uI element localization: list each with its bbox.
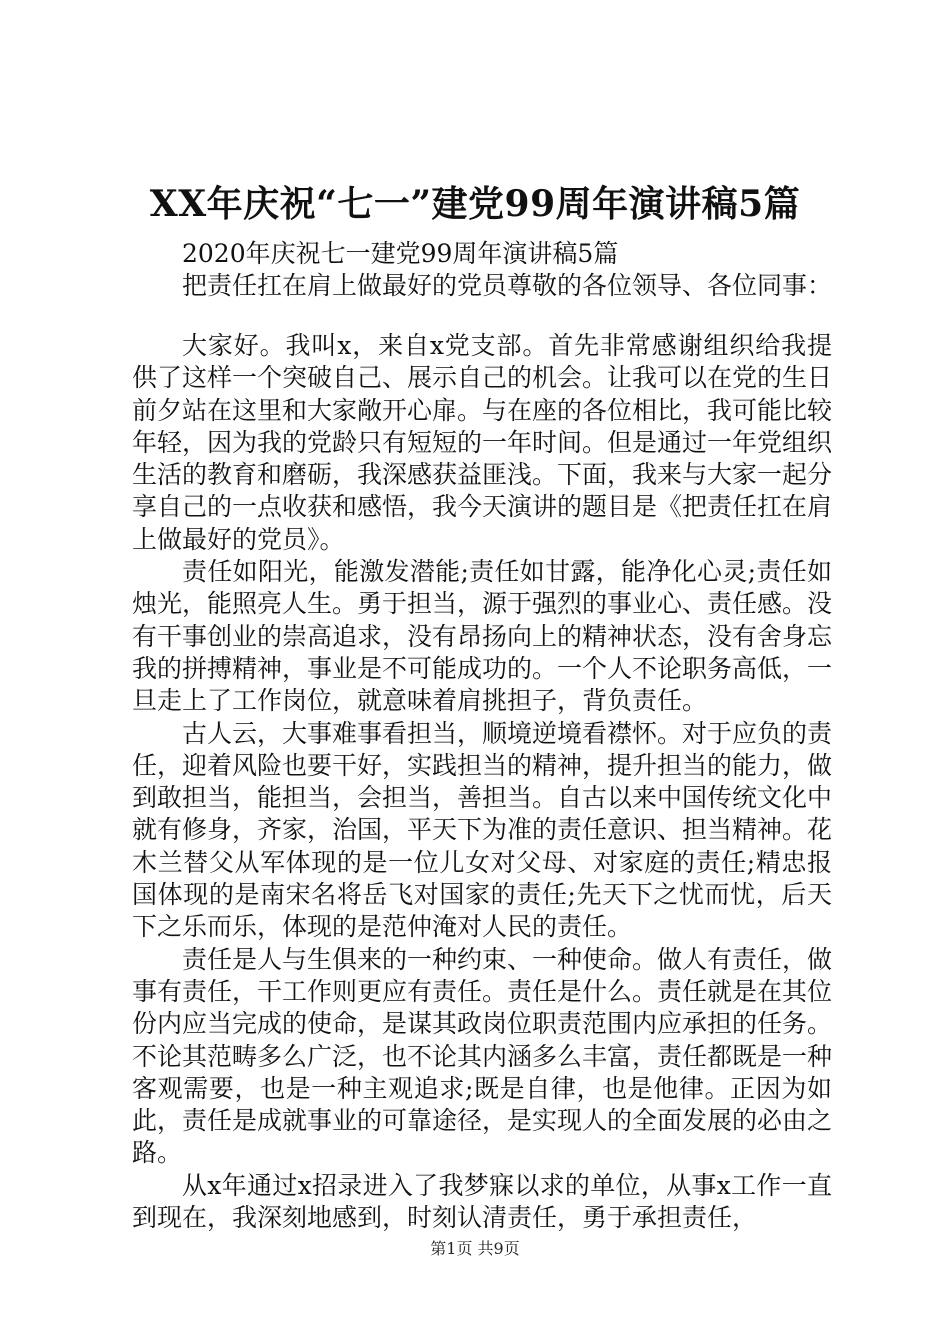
document-subtitle: 2020年庆祝七一建党99周年演讲稿5篇 [182,239,619,268]
document-title: XX年庆祝“七一”建党99周年演讲稿5篇 [149,183,801,225]
paragraph-responsibility-definition: 责任是人与生俱来的一种约束、一种使命。做人有责任，做事有责任，干工作则更应有责任。责任是什么。责任就是在其位份内应当完成的使命，是谋其政岗位职责范围内应承担的任务。不论其范畴多么广泛，也不论其内涵多么丰富，责任都既是一种客观需要，也是一种主观追求;既是自律，也是他律。正因为如此，责任是成就事业的可靠途径，是实现人的全面发展的必由之路。 [132,944,833,1168]
document-body [132,238,832,1234]
paragraph-spacer [132,302,832,330]
paragraph-ancients: 古人云，大事难事看担当，顺境逆境看襟怀。对于应负的责任，迎着风险也要干好，实践担当的精神，提升担当的能力，做到敢担当，能担当，会担当，善担当。自古以来中国传统文化中就有修身，齐家，治国，平天下为准的责任意识、担当精神。花木兰替父从军体现的是一位儿女对父母、对家庭的责任;精忠报国体现的是南宋名将岳飞对国家的责任;先天下之忧而忧，后天下之乐而乐，体现的是范仲淹对人民的责任。 [132,718,833,942]
paragraph-intro: 大家好。我叫x，来自x党支部。首先非常感谢组织给我提供了这样一个突破自己、展示自己的机会。让我可以在党的生日前夕站在这里和大家敞开心扉。与在座的各位相比，我可能比较年轻，因为我的党龄只有短短的一年时间。但是通过一年党组织生活的教育和磨砺，我深感获益匪浅。下面，我来与大家一起分享自己的一点收获和感悟，我今天演讲的题目是《把责任扛在肩上做最好的党员》。 [132,331,833,554]
page-footer: 第1页 共9页 [430,1239,520,1258]
salutation: 把责任扛在肩上做最好的党员尊敬的各位领导、各位同事： [182,271,833,300]
paragraph-personal-experience: 从x年通过x招录进入了我梦寐以求的单位，从事x工作一直到现在，我深刻地感到，时刻认清责任，勇于承担责任， [132,1170,832,1233]
paragraph-responsibility-light: 责任如阳光，能激发潜能;责任如甘露，能净化心灵;责任如烛光，能照亮人生。勇于担当，源于强烈的事业心、责任感。没有干事创业的崇高追求，没有昂扬向上的精神状态，没有舍身忘我的拼搏精神，事业是不可能成功的。一个人不论职务高低，一旦走上了工作岗位，就意味着肩挑担子，背负责任。 [132,557,833,716]
